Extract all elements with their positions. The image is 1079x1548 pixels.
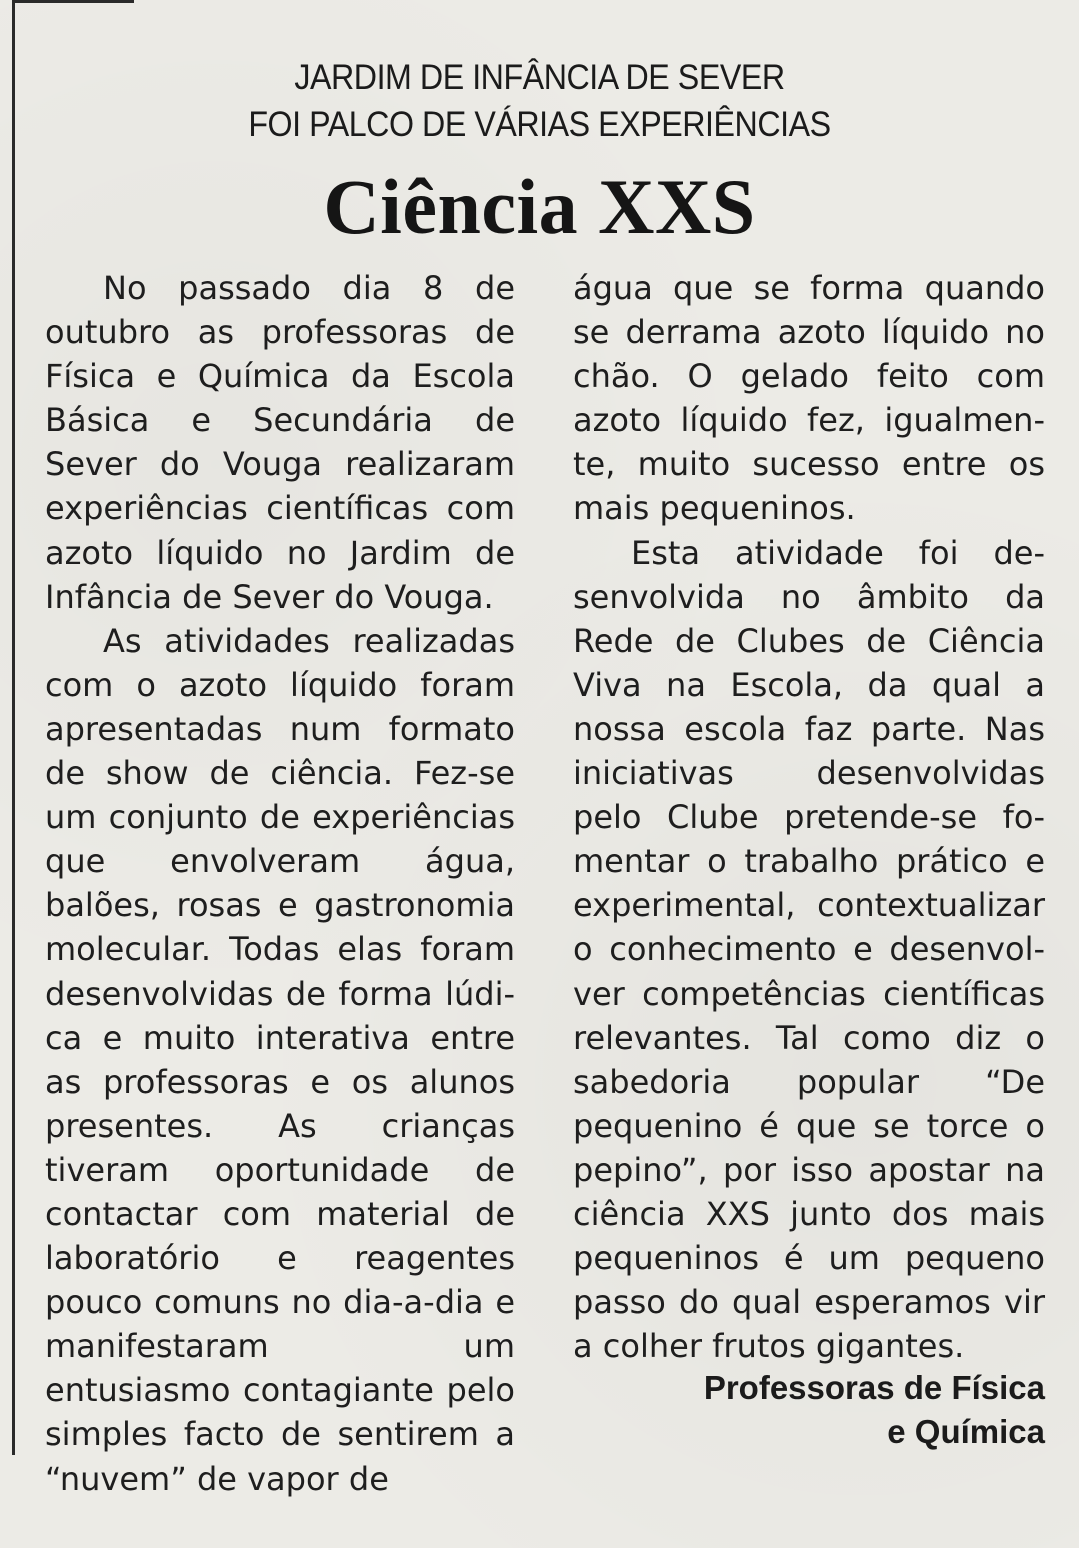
byline-line-1: Professoras de Física	[703, 1369, 1045, 1406]
paragraph: No passado dia 8 de outubro as professoras de Física e Química da Escola Básica e Secundária de Sever do Vouga realizaram experiências científicas com azoto líquido no Jardim de Infância de Sever do Vouga.	[45, 269, 515, 616]
left-column	[45, 266, 515, 1501]
byline-line-2: e Química	[887, 1413, 1045, 1450]
kicker-line-1: JARDIM DE INFÂNCIA DE SEVER	[294, 58, 785, 97]
headline: Ciência XXS	[323, 163, 756, 250]
paragraph: As atividades realizadas com o azoto líquido foram apresentadas num formato de show de ciência. Fez-se um conjunto de experiências que envolveram água, balões, rosas e gastronomia molecular. Todas elas foram desenvolvidas de forma lúdica e muito interativa entre as professoras e os alunos presentes. As crianças tiveram oportunidade de contactar com material de laboratório e reagentes pouco comuns no dia-a-dia e manifestaram um entusiasmo contagiante pelo simples facto de sentirem a “nuvem” de vapor de	[45, 621, 515, 1498]
top-rule	[14, 0, 134, 3]
kicker-line-2: FOI PALCO DE VÁRIAS EXPERIÊNCIAS	[248, 105, 831, 144]
right-column	[573, 266, 1045, 1368]
paragraph: água que se forma quando se derrama azoto líquido no chão. O gelado feito com azoto líquido fez, igualmente, muito sucesso entre os mais pequeninos.	[573, 269, 1045, 528]
byline	[704, 1366, 1045, 1454]
paragraph: Esta atividade foi desenvolvida no âmbito da Rede de Clubes de Ciência Viva na Escola, da qual a nossa escola faz parte. Nas iniciativas desenvolvidas pelo Clube pretende-se fomentar o trabalho prático e experimental, contextualizar o conhecimento e desenvolver competências científicas relevantes. Tal como diz o sabedoria popular “De pequenino é que se torce o pepino”, por isso apostar na ciência XXS junto dos mais pequeninos é um pequeno passo do qual esperamos vir a colher frutos gigantes.	[573, 533, 1045, 1366]
